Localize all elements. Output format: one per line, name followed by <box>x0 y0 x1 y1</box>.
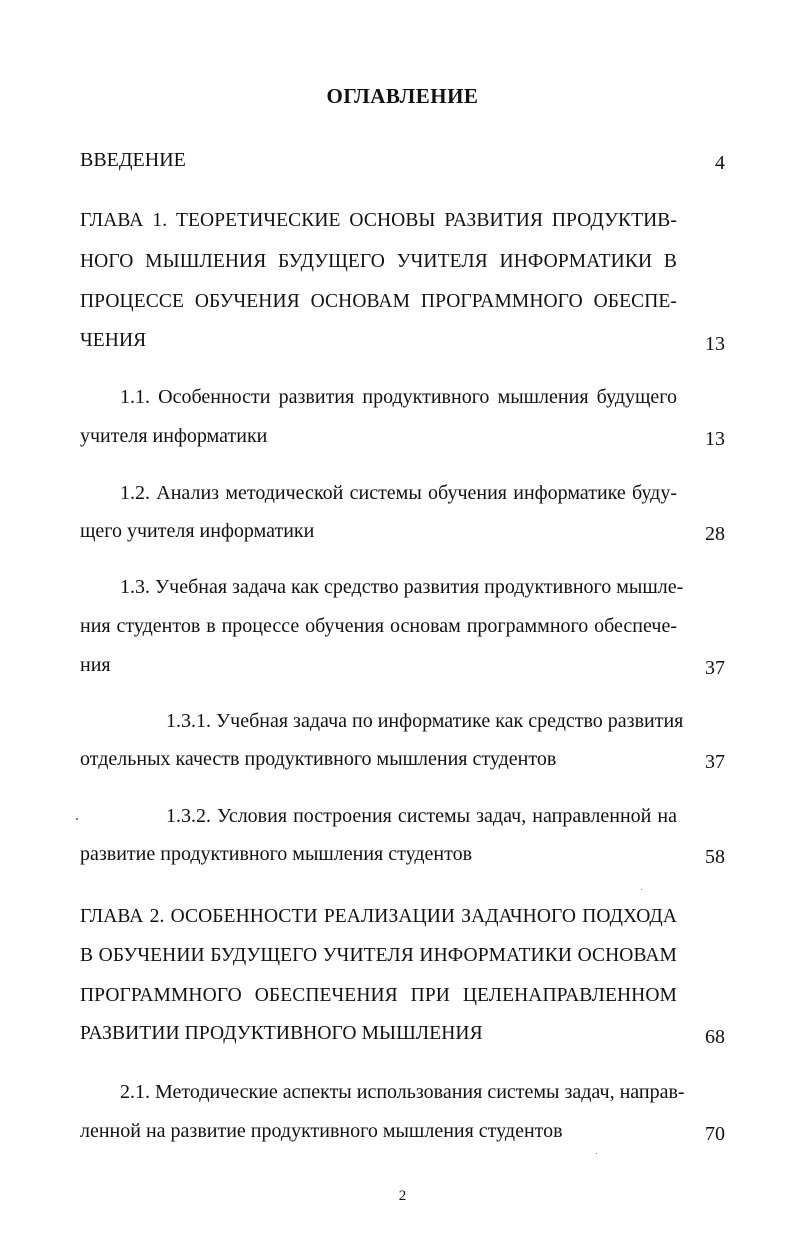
footer-page-number: 2 <box>398 1188 407 1204</box>
toc-subsection-1-3-2-line: развитие продуктивного мышления студентов <box>80 843 473 865</box>
toc-chapter-1-line: ПРОЦЕССЕ ОБУЧЕНИЯ ОСНОВАМ ПРОГРАММНОГО ОБЕСПЕ- <box>80 291 677 312</box>
toc-chapter-2-line: ПРОГРАММНОГО ОБЕСПЕЧЕНИЯ ПРИ ЦЕЛЕНАПРАВЛЕННОМ <box>80 985 677 1006</box>
toc-chapter-2-line: ГЛАВА 2. ОСОБЕННОСТИ РЕАЛИЗАЦИИ ЗАДАЧНОГО ПОДХОДА <box>80 906 677 927</box>
toc-entry-introduction: ВВЕДЕНИЕ <box>80 149 186 171</box>
toc-section-1-1-line: учителя информатики <box>80 425 268 447</box>
toc-page-number: 28 <box>705 523 725 545</box>
toc-subsection-1-3-1-line: отдельных качеств продуктивного мышления студентов <box>80 748 557 770</box>
toc-section-1-3-line: 1.3. Учебная задача как средство развития продуктивного мышле- <box>120 576 684 598</box>
scan-speck <box>641 889 642 890</box>
toc-subsection-1-3-1-line: 1.3.1. Учебная задача по информатике как средство развития <box>166 710 684 732</box>
toc-chapter-1-line: НОГО МЫШЛЕНИЯ БУДУЩЕГО УЧИТЕЛЯ ИНФОРМАТИКИ В <box>80 251 677 272</box>
page-title: ОГЛАВЛЕНИЕ <box>326 84 479 108</box>
toc-page-number: 68 <box>705 1026 725 1048</box>
toc-page-number: 13 <box>705 333 725 355</box>
toc-section-1-3-line: ния <box>80 654 111 676</box>
toc-page-number: 70 <box>705 1123 725 1145</box>
toc-section-1-1-line: 1.1. Особенности развития продуктивного мышления будущего <box>120 386 677 408</box>
toc-chapter-1-line: ЧЕНИЯ <box>80 330 147 351</box>
toc-section-1-2-line: 1.2. Анализ методической системы обучения информатике буду- <box>120 482 677 504</box>
toc-page-number: 37 <box>705 751 725 773</box>
toc-page-number: 4 <box>715 152 725 174</box>
toc-section-1-3-line: ния студентов в процессе обучения основам программного обеспече- <box>80 615 677 637</box>
toc-section-2-1-line: 2.1. Методические аспекты использования системы задач, направ- <box>120 1081 685 1103</box>
toc-page-number: 37 <box>705 657 725 679</box>
toc-section-2-1-line: ленной на развитие продуктивного мышления студентов <box>80 1120 563 1142</box>
scan-speck <box>596 1153 597 1154</box>
toc-section-1-2-line: щего учителя информатики <box>80 520 315 542</box>
toc-page-number: 58 <box>705 846 725 868</box>
toc-chapter-2-line: В ОБУЧЕНИИ БУДУЩЕГО УЧИТЕЛЯ ИНФОРМАТИКИ ОСНОВАМ <box>80 945 677 966</box>
toc-chapter-2-line: РАЗВИТИИ ПРОДУКТИВНОГО МЫШЛЕНИЯ <box>80 1023 483 1044</box>
toc-subsection-1-3-2-line: 1.3.2. Условия построения системы задач, направленной на <box>166 805 677 827</box>
toc-chapter-1-line: ГЛАВА 1. ТЕОРЕТИЧЕСКИЕ ОСНОВЫ РАЗВИТИЯ ПРОДУКТИВ- <box>80 210 677 231</box>
toc-page-number: 13 <box>705 428 725 450</box>
scan-speck <box>76 818 78 820</box>
